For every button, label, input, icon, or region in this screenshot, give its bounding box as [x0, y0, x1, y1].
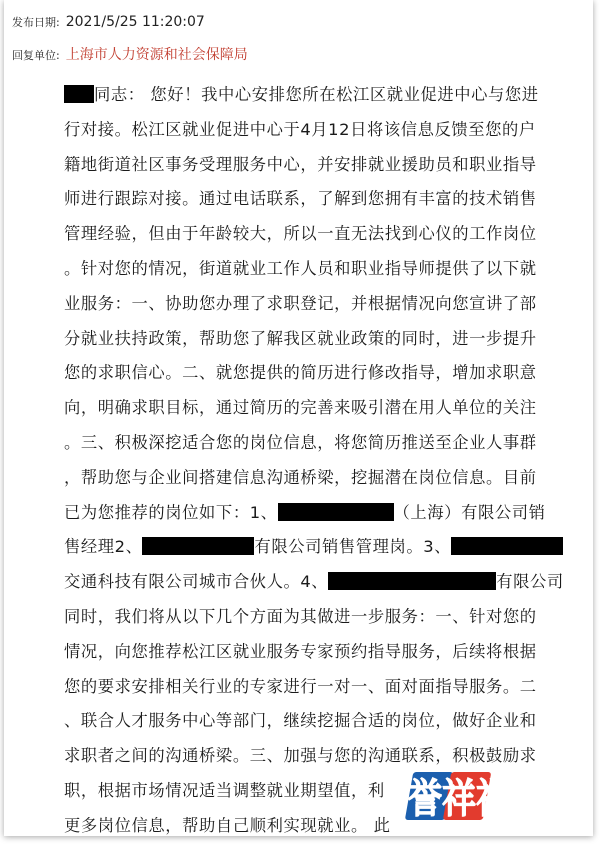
reply-unit-value: 上海市人力资源和社会保障局: [65, 47, 248, 63]
body-line: 分就业扶持政策，帮助您了解我区就业政策的同时，进一步提升: [64, 328, 537, 348]
body-line: [64, 78, 564, 113]
reply-body: [64, 78, 564, 844]
body-text: 已为您推荐的岗位如下：1、: [64, 502, 278, 522]
redaction-bar: [328, 572, 496, 590]
publish-date-label: 发布日期:: [12, 16, 60, 29]
redaction-bar: [64, 85, 94, 103]
redaction-bar: [142, 537, 254, 555]
body-text: （上海）有限公司销: [393, 502, 546, 522]
body-text: 同志： 您好！我中心安排您所在松江区就业促进中心与您进: [94, 85, 539, 104]
body-text: 有限公司销售管理岗。3、: [254, 537, 452, 557]
document-page: [4, 0, 593, 836]
body-line: 师进行跟踪对接。通过电话联系，了解到您拥有丰富的技术销售: [64, 189, 537, 209]
body-text: 售经理2、: [64, 537, 143, 557]
body-line: 您的要求安排相关行业的专家进行一对一、面对面指导服务。二: [64, 676, 537, 696]
body-line: 。三、积极深挖适合您的岗位信息，将您简历推送至企业人事群: [64, 432, 537, 452]
body-line: 更多岗位信息，帮助自己顺利实现就业。 此: [64, 815, 391, 835]
body-line: 同时，我们将从以下几个方面为其做进一步服务：一、针对您的: [64, 606, 537, 626]
body-line: 业服务：一、协助您办理了求职登记，并根据情况向您宣讲了部: [64, 293, 537, 313]
reply-unit: [12, 44, 248, 64]
watermark-text: 誉祥祥知识: [408, 776, 579, 822]
body-line: 籍地街道社区事务受理服务中心，并安排就业援助员和职业指导: [64, 154, 537, 174]
body-line: 您的求职信心。二、就您提供的简历进行修改指导，增加求职意: [64, 363, 537, 383]
body-line: 。针对您的情况，街道就业工作人员和职业指导师提供了以下就: [64, 258, 537, 278]
publish-date: [12, 14, 205, 30]
body-line: 行对接。松江区就业促进中心于4月12日将该信息反馈至您的户: [64, 119, 536, 139]
body-line: [64, 530, 564, 565]
body-text: 有限公司: [496, 572, 564, 592]
body-line: 情况，向您推荐松江区就业服务专家预约指导服务，后续将根据: [64, 641, 537, 661]
body-line: 职，根据市场情况适当调整就业期望值，利: [64, 780, 385, 800]
watermark-logo: [404, 768, 582, 824]
body-line: 、联合人才服务中心等部门，继续挖掘合适的岗位，做好企业和: [64, 711, 537, 731]
body-line: [64, 565, 564, 600]
redaction-bar: [451, 537, 563, 555]
body-line: 求职者之间的沟通桥梁。三、加强与您的沟通联系，积极鼓励求: [64, 746, 537, 766]
body-line: 管理经验，但由于年龄较大，所以一直无法找到心仪的工作岗位: [64, 224, 537, 244]
body-text: 交通科技有限公司城市合伙人。4、: [64, 572, 329, 592]
publish-date-value: 2021/5/25 11:20:07: [65, 14, 205, 30]
body-line: 向，明确求职目标，通过简历的完善来吸引潜在用人单位的关注: [64, 398, 537, 418]
body-line: ，帮助您与企业间搭建信息沟通桥梁，挖掘潜在岗位信息。目前: [64, 467, 537, 487]
redaction-bar: [278, 503, 394, 521]
reply-unit-label: 回复单位:: [12, 49, 60, 62]
body-line: [64, 496, 564, 531]
